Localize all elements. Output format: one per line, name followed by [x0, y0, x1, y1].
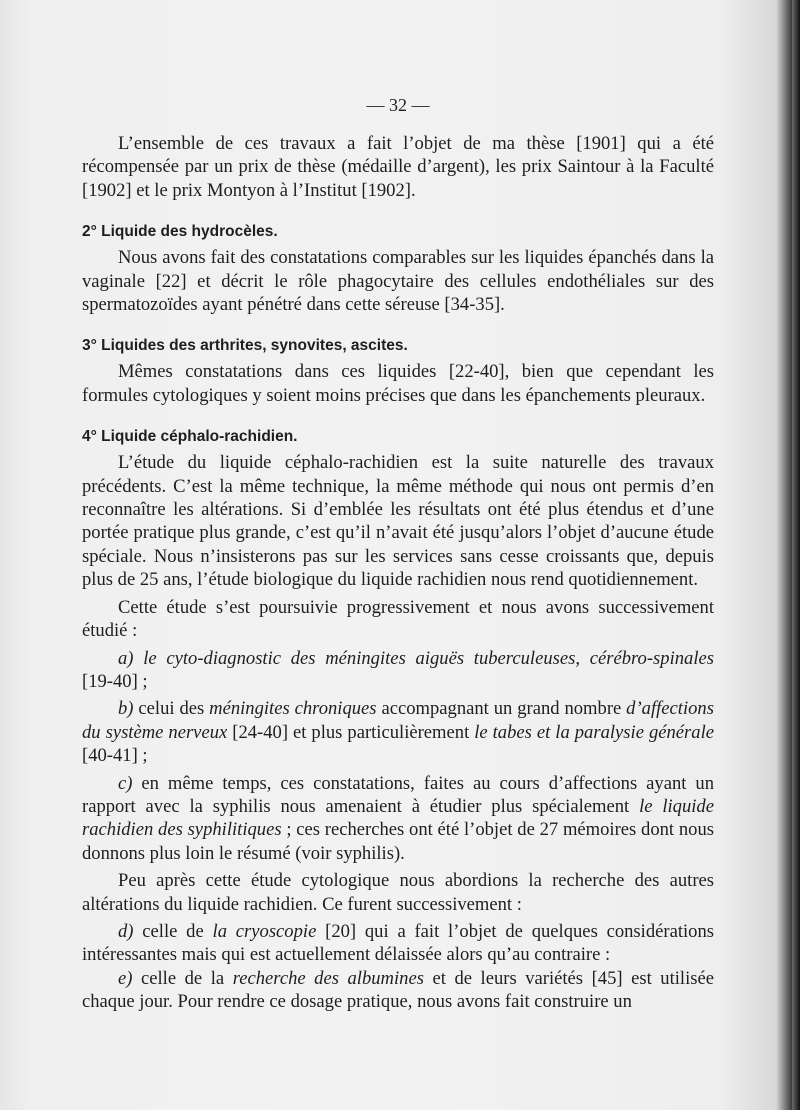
section-heading-hydroceles: 2° Liquide des hydrocèles. [82, 223, 278, 241]
item-d-text-1: celle de [142, 920, 204, 942]
progression-paragraph: Cette étude s’est poursuivie progressivement et nous avons successivement étudié : [82, 596, 714, 642]
item-d-label: d) [118, 920, 134, 942]
item-b-label: b) [118, 698, 134, 720]
arthrites-paragraph: Mêmes constatations dans ces liquides [22-40], bien que cependant les formules cytologiques y soient moins précises que dans les épanchements pleuraux. [82, 361, 714, 406]
cephalo-rachidien-paragraph: L’étude du liquide céphalo-rachidien est la suite naturelle des travaux précédents. C’est la même technique, la même méthode qui nous ont permis d’en reconnaître les altérations. Si d’emblée les résultats ont été plus étendus et d’une portée pratique plus grande, c’est qu’il n’avait été jusqu’alors l’objet d’aucune étude spéciale. Nous n’insisterons pas sur les services sans cesse croissants que, depuis plus de 25 ans, l’étude biologique du liquide rachidien nous rend quotidiennement. [82, 452, 714, 591]
hydroceles-paragraph: Nous avons fait des constatations comparables sur les liquides épanchés dans la vaginale [22] et décrit le rôle phagocytaire des cellules endothéliales sur des spermatozoïdes ayant pénétré dans cette séreuse [34-35]. [82, 247, 714, 316]
item-e-text-2: et de leurs variétés [45] est utilisée chaque jour. Pour rendre ce dosage pratique, nous avons fait construire un [82, 967, 715, 1013]
item-b-text-3: [24-40] et plus particulièrement [232, 721, 470, 743]
item-b-text-4: [40-41] ; [82, 745, 148, 767]
item-b-text-1: celui des [138, 698, 205, 720]
list-item-b [82, 697, 714, 767]
item-d-text-2: [20] qui a fait l’objet de quelques considérations intéressantes mais qui est actuellement délaissée alors qu’au contraire : [82, 920, 714, 966]
section-heading-arthrites: 3° Liquides des arthrites, synovites, ascites. [82, 337, 408, 355]
item-b-italic-1: méningites chroniques [209, 698, 377, 720]
list-item-e [82, 967, 714, 1014]
item-a-rest: [19-40] ; [82, 670, 148, 692]
item-b-italic-2: d’affections du système nerveux [82, 698, 714, 743]
item-b-italic-3: le tabes et la paralysie générale [474, 721, 714, 743]
item-c-label: c) [118, 772, 133, 794]
item-b-text-2: accompagnant un grand nombre [381, 698, 622, 720]
page-number: — 32 — [366, 95, 430, 115]
section-heading-cephalo-rachidien: 4° Liquide céphalo-rachidien. [82, 428, 298, 446]
item-a-italic: le cyto-diagnostic des méningites aiguës tuberculeuses, cérébro-spinales [143, 647, 714, 669]
item-e-italic-1: recherche des albumines [232, 967, 424, 989]
list-item-a [82, 647, 714, 694]
item-e-label: e) [118, 967, 133, 989]
list-item-d [82, 920, 714, 967]
item-e-text-1: celle de la [141, 967, 225, 989]
item-a-label: a) [118, 647, 134, 669]
intro-paragraph: L’ensemble de ces travaux a fait l’objet de ma thèse [1901] qui a été récompensée par un prix de thèse (médaille d’argent), les prix Saintour à la Faculté [1902] et le prix Montyon à l’Institut [1902]. [82, 133, 714, 201]
item-c-text-1: en même temps, ces constatations, faites au cours d’affections ayant un rapport avec la syphilis nous amenaient à étudier plus spécialement [82, 772, 714, 817]
item-c-text-2: ; ces recherches ont été l’objet de 27 mémoires dont nous donnons plus loin le résumé (voir syphilis). [82, 819, 714, 864]
scan-edge-shadow [792, 0, 800, 1110]
list-item-c [82, 772, 714, 866]
text-block [82, 95, 714, 1014]
item-d-italic-1: la cryoscopie [212, 920, 317, 942]
additional-research-paragraph: Peu après cette étude cytologique nous abordions la recherche des autres altérations du liquide rachidien. Ce furent successivement : [82, 870, 714, 915]
item-c-italic-1: le liquide rachidien des syphilitiques [82, 795, 714, 841]
